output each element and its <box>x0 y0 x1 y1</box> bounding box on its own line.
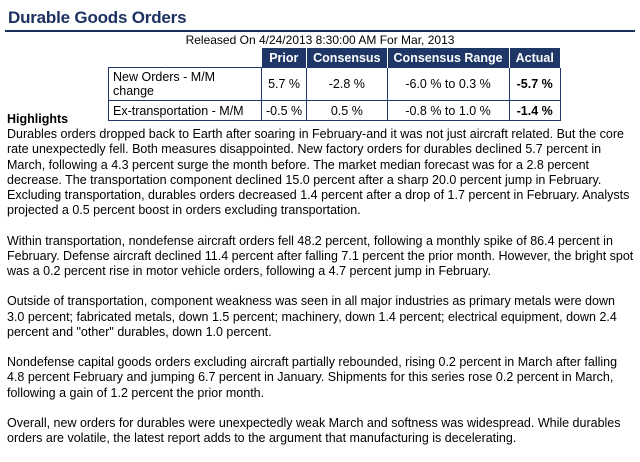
consensus-range-value: -0.8 % to 1.0 % <box>387 101 509 121</box>
column-header-consensus-range: Consensus Range <box>387 48 509 68</box>
table-header-row <box>109 48 561 68</box>
highlights-paragraph: Nondefense capital goods orders excluding aircraft partially rebounded, rising 0.2 percent in March after falling 4.8 percent February and jumping 6.7 percent in January. Shipments for this series rose 0.2 percent in March, following a gain of 1.2 percent the prior month. <box>7 355 618 400</box>
highlights-section <box>7 112 635 462</box>
column-header-consensus: Consensus <box>307 48 387 68</box>
prior-value: 5.7 % <box>262 68 307 101</box>
prior-value: -0.5 % <box>262 101 307 121</box>
highlights-paragraph: Within transportation, nondefense aircraft orders fell 48.2 percent, following a monthly spike of 86.4 percent in February. Defense aircraft declined 11.4 percent after falling 7.1 percent the prior month. However, the bright spot was a 0.2 percent rise in motor vehicle orders, following a 4.7 percent jump in February. <box>7 233 634 279</box>
release-info: Released On 4/24/2013 8:30:00 AM For Mar, 2013 <box>185 33 455 47</box>
column-header-prior: Prior <box>262 48 307 68</box>
table-row <box>109 68 561 101</box>
actual-value: -5.7 % <box>509 68 560 101</box>
page-title: Durable Goods Orders <box>8 8 187 27</box>
highlights-paragraph: Outside of transportation, component weakness was seen in all major industries as primary metals were down 3.0 percent; fabricated metals, down 1.5 percent; machinery, down 1.4 percent; electrical equipment, down 2.4 percent and "other" durables, down 1.0 percent. <box>7 294 617 339</box>
consensus-table <box>108 48 561 121</box>
highlights-heading: Highlights <box>7 112 69 126</box>
header-blank-cell <box>109 48 262 68</box>
consensus-range-value: -6.0 % to 0.3 % <box>387 68 509 101</box>
actual-value: -1.4 % <box>509 101 560 121</box>
column-header-actual: Actual <box>509 48 560 68</box>
consensus-value: 0.5 % <box>307 101 387 121</box>
row-label: Ex-transportation - M/M <box>109 101 262 121</box>
row-label: New Orders - M/M change <box>109 68 262 101</box>
highlights-paragraph: Durables orders dropped back to Earth after soaring in February-and it was not just aircraft related. But the core rate unexpectedly fell. Both measures disappointed. New factory orders for durables declined 5.7 percent in March, following a 4.3 percent surge the month before. The market median forecast was for a 2.8 percent decrease. The transportation component declined 15.0 percent after a sharp 20.0 percent jump in February. Excluding transportation, durables orders decreased 1.4 percent after a drop of 1.7 percent in February. Analysts projected a 0.5 percent boost in orders excluding transportation. <box>7 127 630 218</box>
title-bar <box>5 6 635 32</box>
highlights-paragraph: Overall, new orders for durables were unexpectedly weak March and softness was widespread. While durables orders are volatile, the latest report adds to the argument that manufacturing is decelerating. <box>7 416 621 446</box>
consensus-value: -2.8 % <box>307 68 387 101</box>
